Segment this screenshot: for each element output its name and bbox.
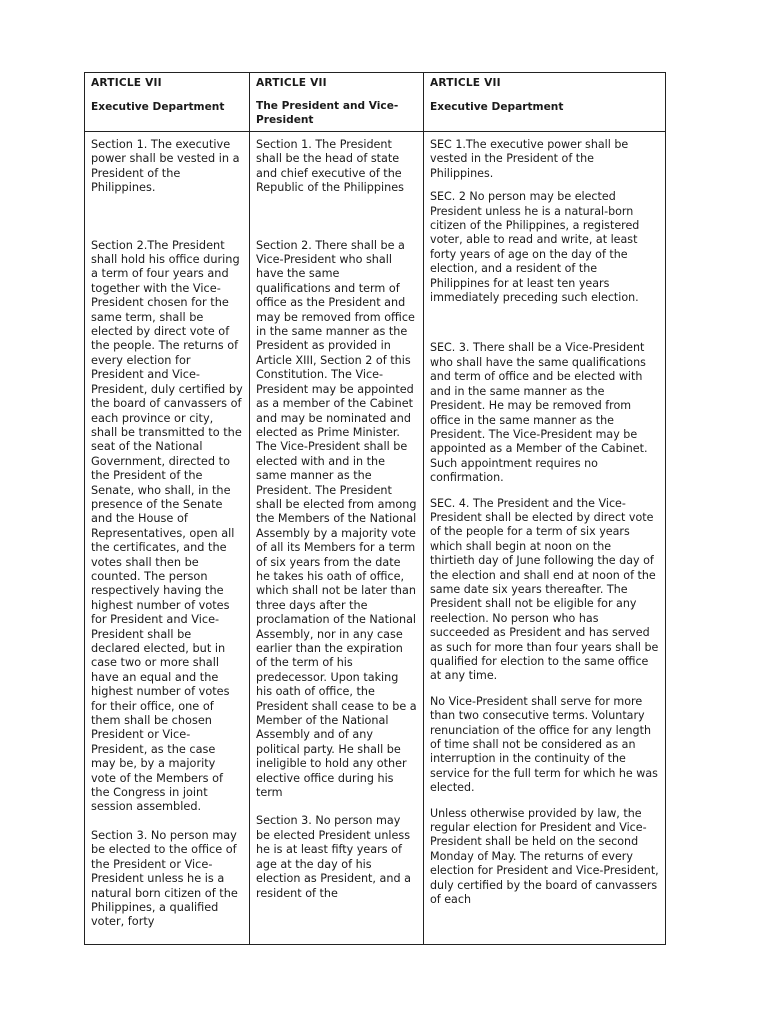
section-paragraph: Section 3. No person may be elected to the office of the President or Vice-President unless he is a natural born citizen of the Philippines, a qualified voter, forty [91,828,238,929]
article-title: The President and Vice-President [256,100,399,126]
section-paragraph: SEC 1.The executive power shall be vested in the President of the Philippines. [430,138,629,180]
body-cell-2 [250,132,424,945]
body-cell-3 [424,132,666,945]
section-paragraph: Section 2. There shall be a Vice-President who shall have the same qualifications and term of office as the President and may be removed from office in the same manner as the President as provided in Article XIII, Section 2 of this Constitution. The Vice-President may be appointed as a member of the Cabinet and may be nominated and elected as Prime Minister. The Vice-President shall be elected with and in the same manner as the President. The President shall be elected from among the Members of the National Assembly by a majority vote of all its Members for a term of six years from the date he takes his oath of office, which shall not be later than three days after the proclamation of the National Assembly, nor in any case earlier than the expiration of the term of his predecessor. Upon taking his oath of office, the President shall cease to be a Member of the National Assembly and of any political party. He shall be ineligible to hold any other elective office during his term [256,238,417,800]
article-title: Executive Department [91,101,225,113]
section-paragraph: Unless otherwise provided by law, the regular election for President and Vice-President shall be held on the second Monday of May. The returns of every election for President and Vice-President, duly certified by the board of canvassers of each [430,806,659,907]
body-row [85,132,666,945]
header-cell-1 [85,73,250,132]
section-paragraph: Section 1. The President shall be the head of state and chief executive of the Republic of the Philippines [256,138,404,195]
section-paragraph: No Vice-President shall serve for more than two consecutive terms. Voluntary renunciation of the office for any length of time shall not be considered as an interruption in the continuity of the service for the full term for which he was elected. [430,694,658,795]
header-cell-3 [424,73,666,132]
article-label: ARTICLE VII [430,77,501,89]
header-row [85,73,666,132]
header-cell-2 [250,73,424,132]
section-paragraph: SEC. 2 No person may be elected President unless he is a natural-born citizen of the Philippines, a registered voter, able to read and write, at least forty years of age on the day of the election, and a resident of the Philippines for at least ten years immediately preceding such election. [430,190,640,305]
section-paragraph: SEC. 4. The President and the Vice-President shall be elected by direct vote of the people for a term of six years which shall begin at noon on the thirtieth day of June following the day of the election and shall end at noon of the same date six years thereafter. The President shall not be eligible for any reelection. No person who has succeeded as President and has served as such for more than four years shall be qualified for election to the same office at any time. [430,496,659,683]
section-paragraph: Section 2.The President shall hold his office during a term of four years and together with the Vice-President chosen for the same term, shall be elected by direct vote of the people. The returns of every election for President and Vice-President, duly certified by the board of canvassers of each province or city, shall be transmitted to the seat of the National Government, directed to the President of the Senate, who shall, in the presence of the Senate and the House of Representatives, open all the certificates, and the votes shall then be counted. The person respectively having the highest number of votes for President and Vice-President shall be declared elected, but in case two or more shall have an equal and the highest number of votes for their office, one of them shall be chosen President or Vice-President, as the case may be, by a majority vote of the Members of the Congress in joint session assembled. [91,238,243,814]
comparison-table [84,72,666,945]
article-label: ARTICLE VII [91,77,162,89]
body-cell-1 [85,132,250,945]
article-title: Executive Department [430,101,564,113]
section-paragraph: Section 1. The executive power shall be vested in a President of the Philippines. [91,138,240,195]
section-paragraph: Section 3. No person may be elected President unless he is at least fifty years of age at the day of his election as President, and a resident of the [256,814,412,900]
article-label: ARTICLE VII [256,77,327,89]
section-paragraph: SEC. 3. There shall be a Vice-President who shall have the same qualifications and term of office and be elected with and in the same manner as the President. He may be removed from office in the same manner as the President. The Vice-President may be appointed as a Member of the Cabinet. Such appointment requires no confirmation. [430,341,648,485]
